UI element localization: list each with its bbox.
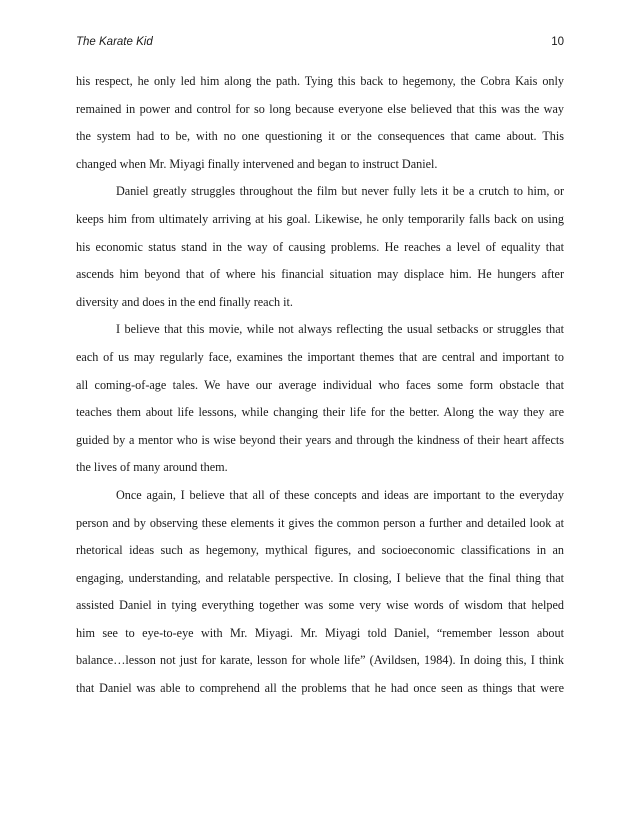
text-line: person and by observing these elements it gives the common person a further and detailed look at [76,515,564,530]
text-line: the system had to be, with no one questioning it or the consequences that came about. This [76,129,564,144]
text-line: his economic status stand in the way of causing problems. He reaches a level of equality that [76,239,564,254]
text-line: assisted Daniel in tying everything together was some very wise words of wisdom that helped [76,598,564,613]
running-head-title: The Karate Kid [76,36,153,48]
text-line: keeps him from ultimately arriving at his goal. Likewise, he only temporarily falls back on using [76,211,564,226]
text-line: balance…lesson not just for karate, lesson for whole life” (Avildsen, 1984). In doing this, I think [76,653,564,668]
text-line: each of us may regularly face, examines the important themes that are central and important to [76,349,564,364]
document-body [76,68,564,703]
text-line: I believe that this movie, while not always reflecting the usual setbacks or struggles that [116,322,564,337]
text-line: teaches them about life lessons, while changing their life for the better. Along the way they are [76,405,564,420]
text-line: Daniel greatly struggles throughout the film but never fully lets it be a crutch to him, or [116,184,564,199]
text-line: changed when Mr. Miyagi finally intervened and began to instruct Daniel. [76,156,438,171]
page-number: 10 [551,36,564,48]
text-line: the lives of many around them. [76,460,228,475]
text-line: diversity and does in the end finally reach it. [76,294,293,309]
text-line: his respect, he only led him along the path. Tying this back to hegemony, the Cobra Kais only [76,74,564,88]
text-line: remained in power and control for so long because everyone else believed that this was the way [76,101,564,116]
text-line: that Daniel was able to comprehend all the problems that he had once seen as things that were [76,681,564,696]
page-header [76,36,564,54]
text-line: rhetorical ideas such as hegemony, mythical figures, and socioeconomic classifications in an [76,543,564,558]
text-line: Once again, I believe that all of these concepts and ideas are important to the everyday [116,487,564,502]
text-line: engaging, understanding, and relatable perspective. In closing, I believe that the final thing that [76,570,564,585]
text-line: guided by a mentor who is wise beyond their years and through the kindness of their heart affects [76,432,564,447]
text-line: him see to eye-to-eye with Mr. Miyagi. Mr. Miyagi told Daniel, “remember lesson about [76,625,564,640]
text-line: ascends him beyond that of where his financial situation may displace him. He hungers after [76,267,564,282]
text-line: all coming-of-age tales. We have our average individual who faces some form obstacle that [76,377,564,392]
